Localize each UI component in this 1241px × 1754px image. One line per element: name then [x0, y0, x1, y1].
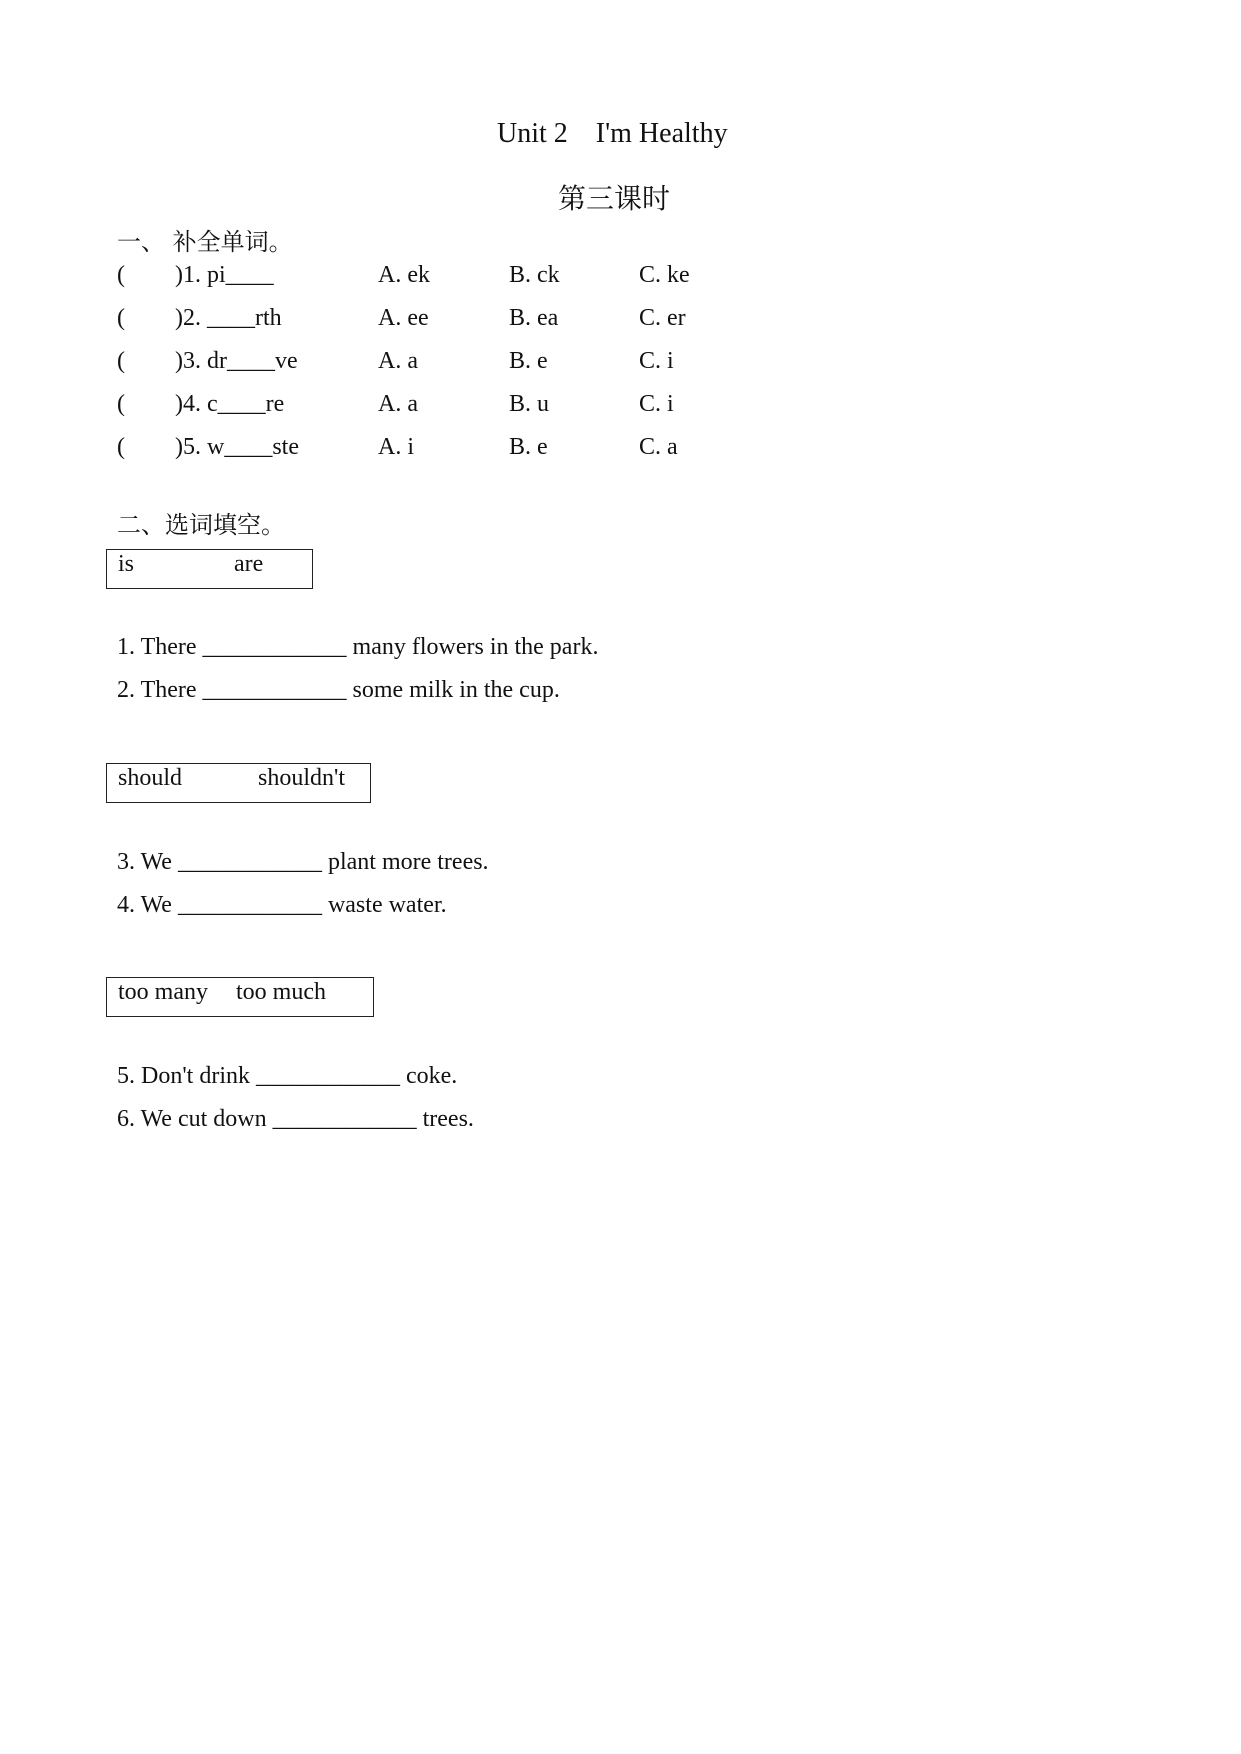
option-b: B. e [509, 348, 548, 374]
fill-sentence: 6. We cut down ____________ trees. [117, 1106, 474, 1132]
fill-sentence: 5. Don't drink ____________ coke. [117, 1063, 458, 1089]
part2-heading: 二、选词填空。 [117, 511, 285, 539]
answer-paren: ( [117, 305, 125, 331]
answer-paren: ( [117, 391, 125, 417]
word-option: are [234, 551, 264, 577]
answer-paren: ( [117, 434, 125, 460]
word-bank-box [106, 977, 374, 1017]
word-bank-box [106, 763, 371, 803]
option-a: A. a [378, 391, 418, 417]
option-c: C. i [639, 391, 674, 417]
word-option: is [118, 551, 135, 577]
word-option: too much [236, 979, 326, 1005]
fill-sentence: 4. We ____________ waste water. [117, 892, 447, 918]
option-b: B. ea [509, 305, 559, 331]
option-c: C. a [639, 434, 678, 460]
question-word: )4. c____re [175, 391, 285, 417]
option-c: C. er [639, 305, 686, 331]
part1-heading: 一、 补全单词。 [117, 228, 293, 256]
answer-paren: ( [117, 348, 125, 374]
fill-sentence: 3. We ____________ plant more trees. [117, 849, 489, 875]
option-b: B. ck [509, 262, 560, 288]
option-a: A. ee [378, 305, 429, 331]
fill-sentence: 2. There ____________ some milk in the cup. [117, 677, 560, 703]
option-c: C. i [639, 348, 674, 374]
option-c: C. ke [639, 262, 690, 288]
word-option: should [118, 765, 183, 791]
fill-sentence: 1. There ____________ many flowers in the park. [117, 634, 599, 660]
question-word: )3. dr____ve [175, 348, 298, 374]
word-option: shouldn't [258, 765, 345, 791]
word-bank-box [106, 549, 313, 589]
lesson-subtitle: 第三课时 [558, 182, 671, 215]
option-a: A. i [378, 434, 414, 460]
page-title: Unit 2 I'm Healthy [497, 118, 728, 149]
option-a: A. a [378, 348, 418, 374]
option-a: A. ek [378, 262, 430, 288]
option-b: B. e [509, 434, 548, 460]
question-word: )5. w____ste [175, 434, 299, 460]
question-word: )1. pi____ [175, 262, 274, 288]
word-option: too many [118, 979, 208, 1005]
option-b: B. u [509, 391, 550, 417]
question-word: )2. ____rth [175, 305, 282, 331]
answer-paren: ( [117, 262, 125, 288]
